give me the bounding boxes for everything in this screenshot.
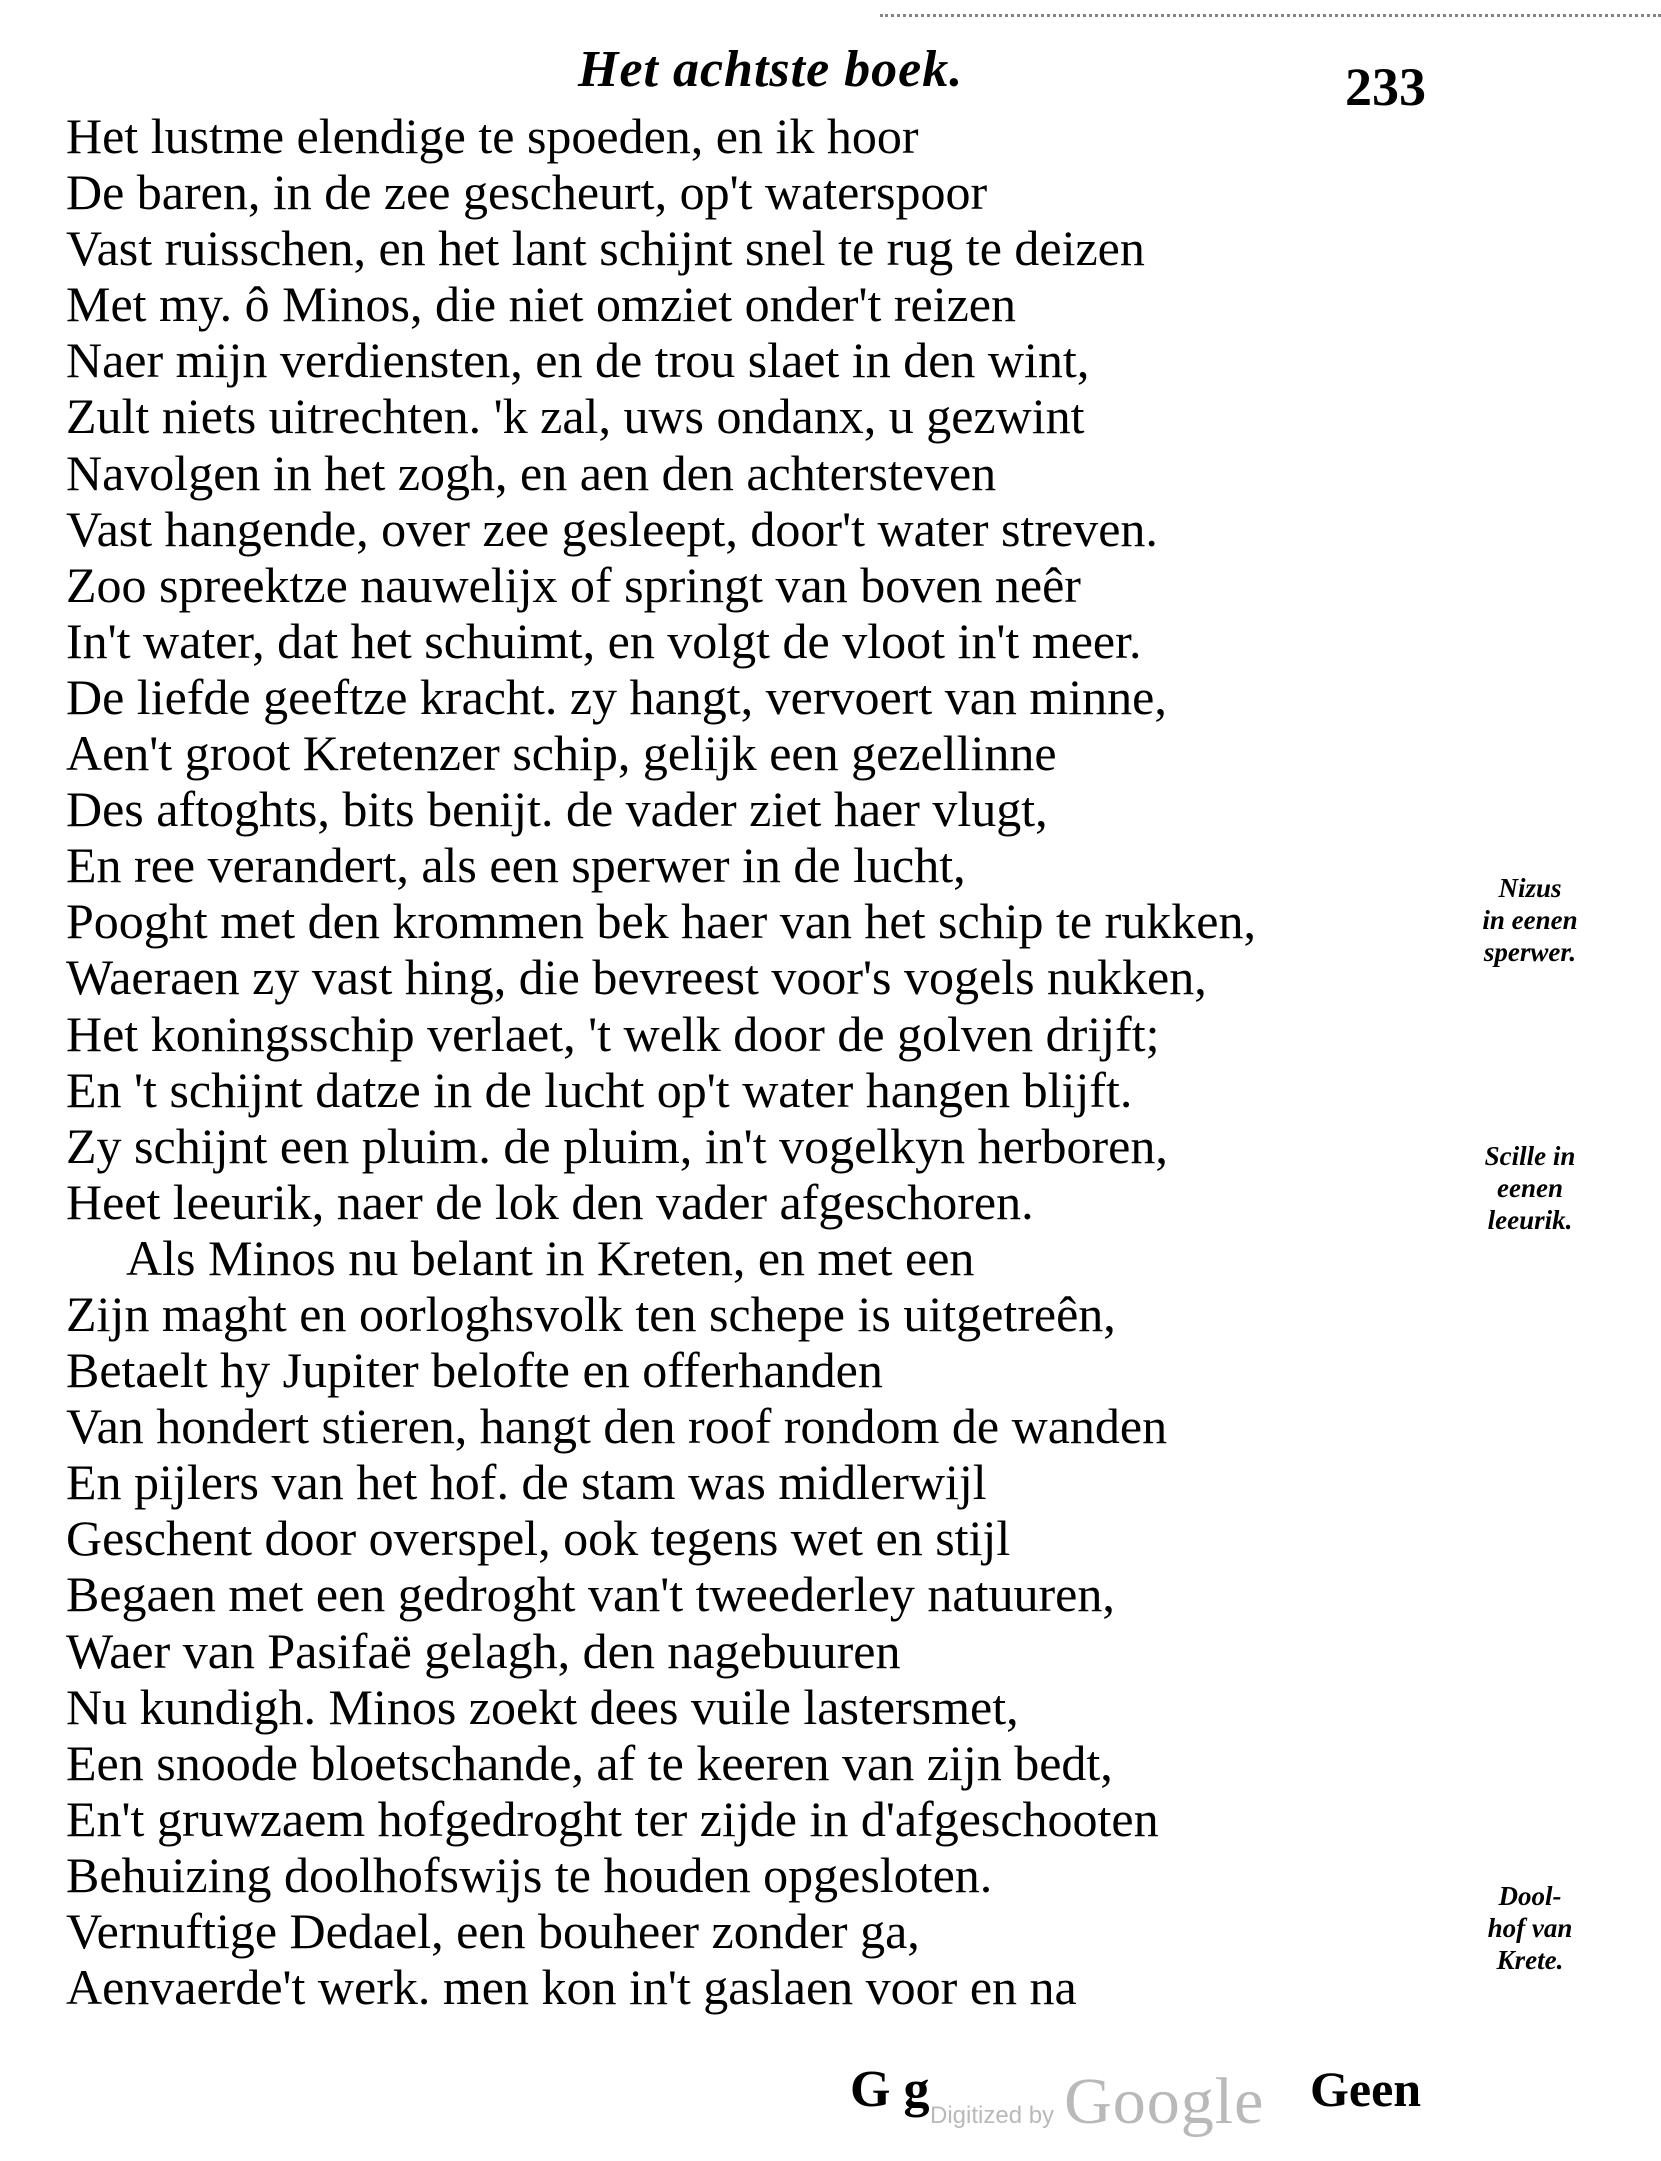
verse-line: Een snoode bloetschande, af te keeren van zijn bedt, [66, 1734, 1113, 1791]
marginal-note-nizus [1430, 872, 1630, 968]
note-line: hof van [1487, 1913, 1573, 1943]
verse-line: Waer van Pasifaë gelagh, den nagebuuren [66, 1622, 901, 1679]
google-logo: Google [1064, 2065, 1265, 2138]
note-line: Krete. [1496, 1945, 1564, 1975]
note-line: sperwer. [1483, 937, 1577, 967]
verse-line: Zijn maght en oorloghsvolk ten schepe is uitgetreên, [66, 1285, 1116, 1342]
verse-line: En 't schijnt datze in de lucht op't water hangen blijft. [66, 1061, 1133, 1118]
verse-line: Pooght met den krommen bek haer van het schip te rukken, [66, 893, 1256, 950]
verse-line-indented: Als Minos nu belant in Kreten, en met een [126, 1229, 975, 1286]
verse-line: En ree verandert, als een sperwer in de lucht, [66, 837, 966, 894]
note-line: eenen [1497, 1173, 1563, 1203]
catchword: Geen [1310, 2061, 1422, 2117]
verse-line: Naer mijn verdiensten, en de trou slaet in den wint, [66, 332, 1090, 389]
verse-line: Vast hangende, over zee gesleept, door't water streven. [66, 500, 1158, 557]
page-header [0, 40, 1661, 117]
verse-line: Aenvaerde't werk. men kon in't gaslaen voor en na [66, 1959, 1077, 2016]
digitized-watermark [930, 2064, 1265, 2138]
verse-line: Heet leeurik, naer de lok den vader afgeschoren. [66, 1173, 1034, 1230]
verse-line: Des aftoghts, bits benijt. de vader ziet haer vlugt, [66, 781, 1048, 838]
verse-line: Begaen met een gedroght van't tweederley natuuren, [66, 1566, 1115, 1623]
note-line: Nizus [1498, 873, 1562, 903]
page-number: 233 [1345, 57, 1426, 117]
verse-line: Nu kundigh. Minos zoekt dees vuile lastersmet, [66, 1678, 1019, 1735]
running-head: Het achtste boek. [578, 41, 964, 98]
verse-line: Het lustme elendige te spoeden, en ik hoor [66, 108, 919, 164]
verse-line: Zult niets uitrechten. 'k zal, uws ondanx, u gezwint [66, 388, 1085, 445]
verse-line: En't gruwzaem hofgedroght ter zijde in d'afgeschooten [66, 1790, 1159, 1847]
verse-line: En pijlers van het hof. de stam was midlerwijl [66, 1454, 987, 1511]
marginal-note-doolhof [1430, 1880, 1630, 1976]
note-line: leeurik. [1487, 1205, 1573, 1235]
signature-mark: G g [850, 2061, 930, 2118]
verse-line: Betaelt hy Jupiter belofte en offerhanden [66, 1342, 883, 1399]
verse-text [66, 108, 1436, 2015]
note-line: Dool- [1498, 1881, 1562, 1911]
verse-line: In't water, dat het schuimt, en volgt de vloot in't meer. [66, 612, 1142, 669]
verse-line: Vast ruisschen, en het lant schijnt snel te rug te deizen [66, 220, 1145, 277]
verse-line: Aen't groot Kretenzer schip, gelijk een gezellinne [66, 725, 1057, 782]
verse-line: Behuizing doolhofswijs te houden opgesloten. [66, 1846, 993, 1903]
note-line: Scille in [1484, 1141, 1576, 1171]
verse-line: Waeraen zy vast hing, die bevreest voor's vogels nukken, [66, 949, 1207, 1006]
note-line: in eenen [1482, 905, 1578, 935]
marginal-note-scille [1430, 1140, 1630, 1236]
watermark-caption: Digitized by [930, 2102, 1055, 2129]
verse-line: Van hondert stieren, hangt den roof rondom de wanden [66, 1398, 1168, 1455]
verse-line: Navolgen in het zogh, en aen den achtersteven [66, 444, 997, 501]
marginal-notes [1430, 0, 1630, 2161]
verse-line: Zoo spreektze nauwelijx of springt van boven neêr [66, 556, 1081, 613]
verse-line: Geschent door overspel, ook tegens wet en stijl [66, 1510, 1011, 1567]
verse-line: De baren, in de zee gescheurt, op't waterspoor [66, 164, 988, 221]
verse-line: Zy schijnt een pluim. de pluim, in't vogelkyn herboren, [66, 1117, 1168, 1174]
page-footer [0, 2060, 1661, 2140]
verse-line: De liefde geeftze kracht. zy hangt, vervoert van minne, [66, 668, 1167, 725]
verse-line: Vernuftige Dedael, een bouheer zonder ga, [66, 1903, 920, 1959]
verse-line: Met my. ô Minos, die niet omziet onder't reizen [66, 276, 1016, 333]
verse-line: Het koningsschip verlaet, 't welk door de golven drijft; [66, 1005, 1160, 1062]
